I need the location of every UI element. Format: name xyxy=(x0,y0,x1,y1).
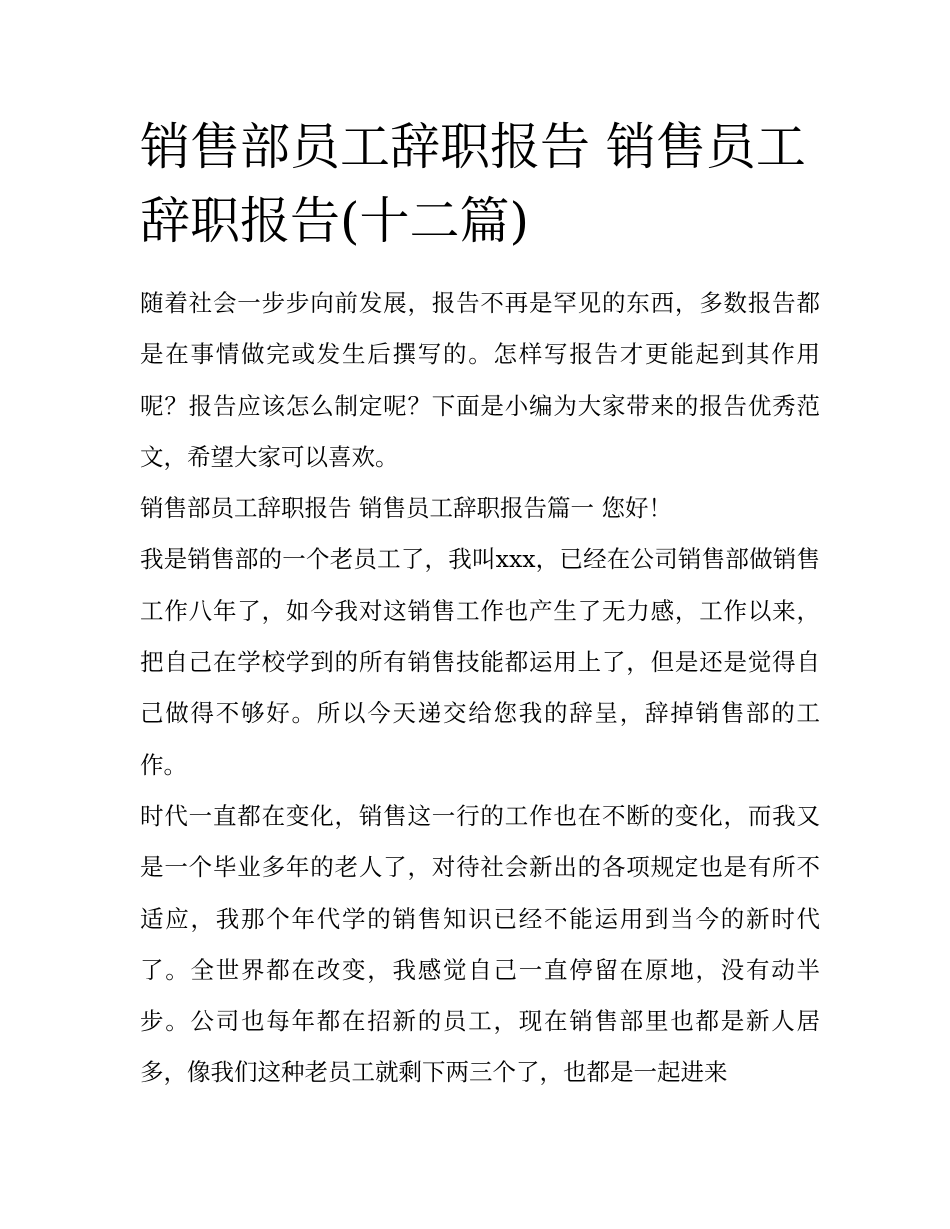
document-page xyxy=(140,110,820,1099)
document-title: 销售部员工辞职报告 销售员工辞职报告(十二篇) xyxy=(140,118,806,250)
intro-paragraph: 随着社会一步步向前发展，报告不再是罕见的东西，多数报告都是在事情做完或发生后撰写的。怎样写报告才更能起到其作用呢？报告应该怎么制定呢？下面是小编为大家带来的报告优秀范文，希望大家可以喜欢。 xyxy=(140,289,820,471)
body-paragraph: 时代一直都在变化，销售这一行的工作也在不断的变化，而我又是一个毕业多年的老人了，对待社会新出的各项规定也是有所不适应，我那个年代学的销售知识已经不能运用到当今的新时代了。全世界都在改变，我感觉自己一直停留在原地，没有动半步。公司也每年都在招新的员工，现在销售部里也都是新人居多，像我们这种老员工就剩下两三个了，也都是一起进来 xyxy=(140,801,820,1087)
section-heading-paragraph: 销售部员工辞职报告 销售员工辞职报告篇一 您好！ xyxy=(140,494,672,523)
body-paragraph: 我是销售部的一个老员工了，我叫xxx，已经在公司销售部做销售工作八年了，如今我对这销售工作也产生了无力感，工作以来，把自己在学校学到的所有销售技能都运用上了，但是还是觉得自己做得不够好。所以今天递交给您我的辞呈，辞掉销售部的工作。 xyxy=(140,545,820,779)
